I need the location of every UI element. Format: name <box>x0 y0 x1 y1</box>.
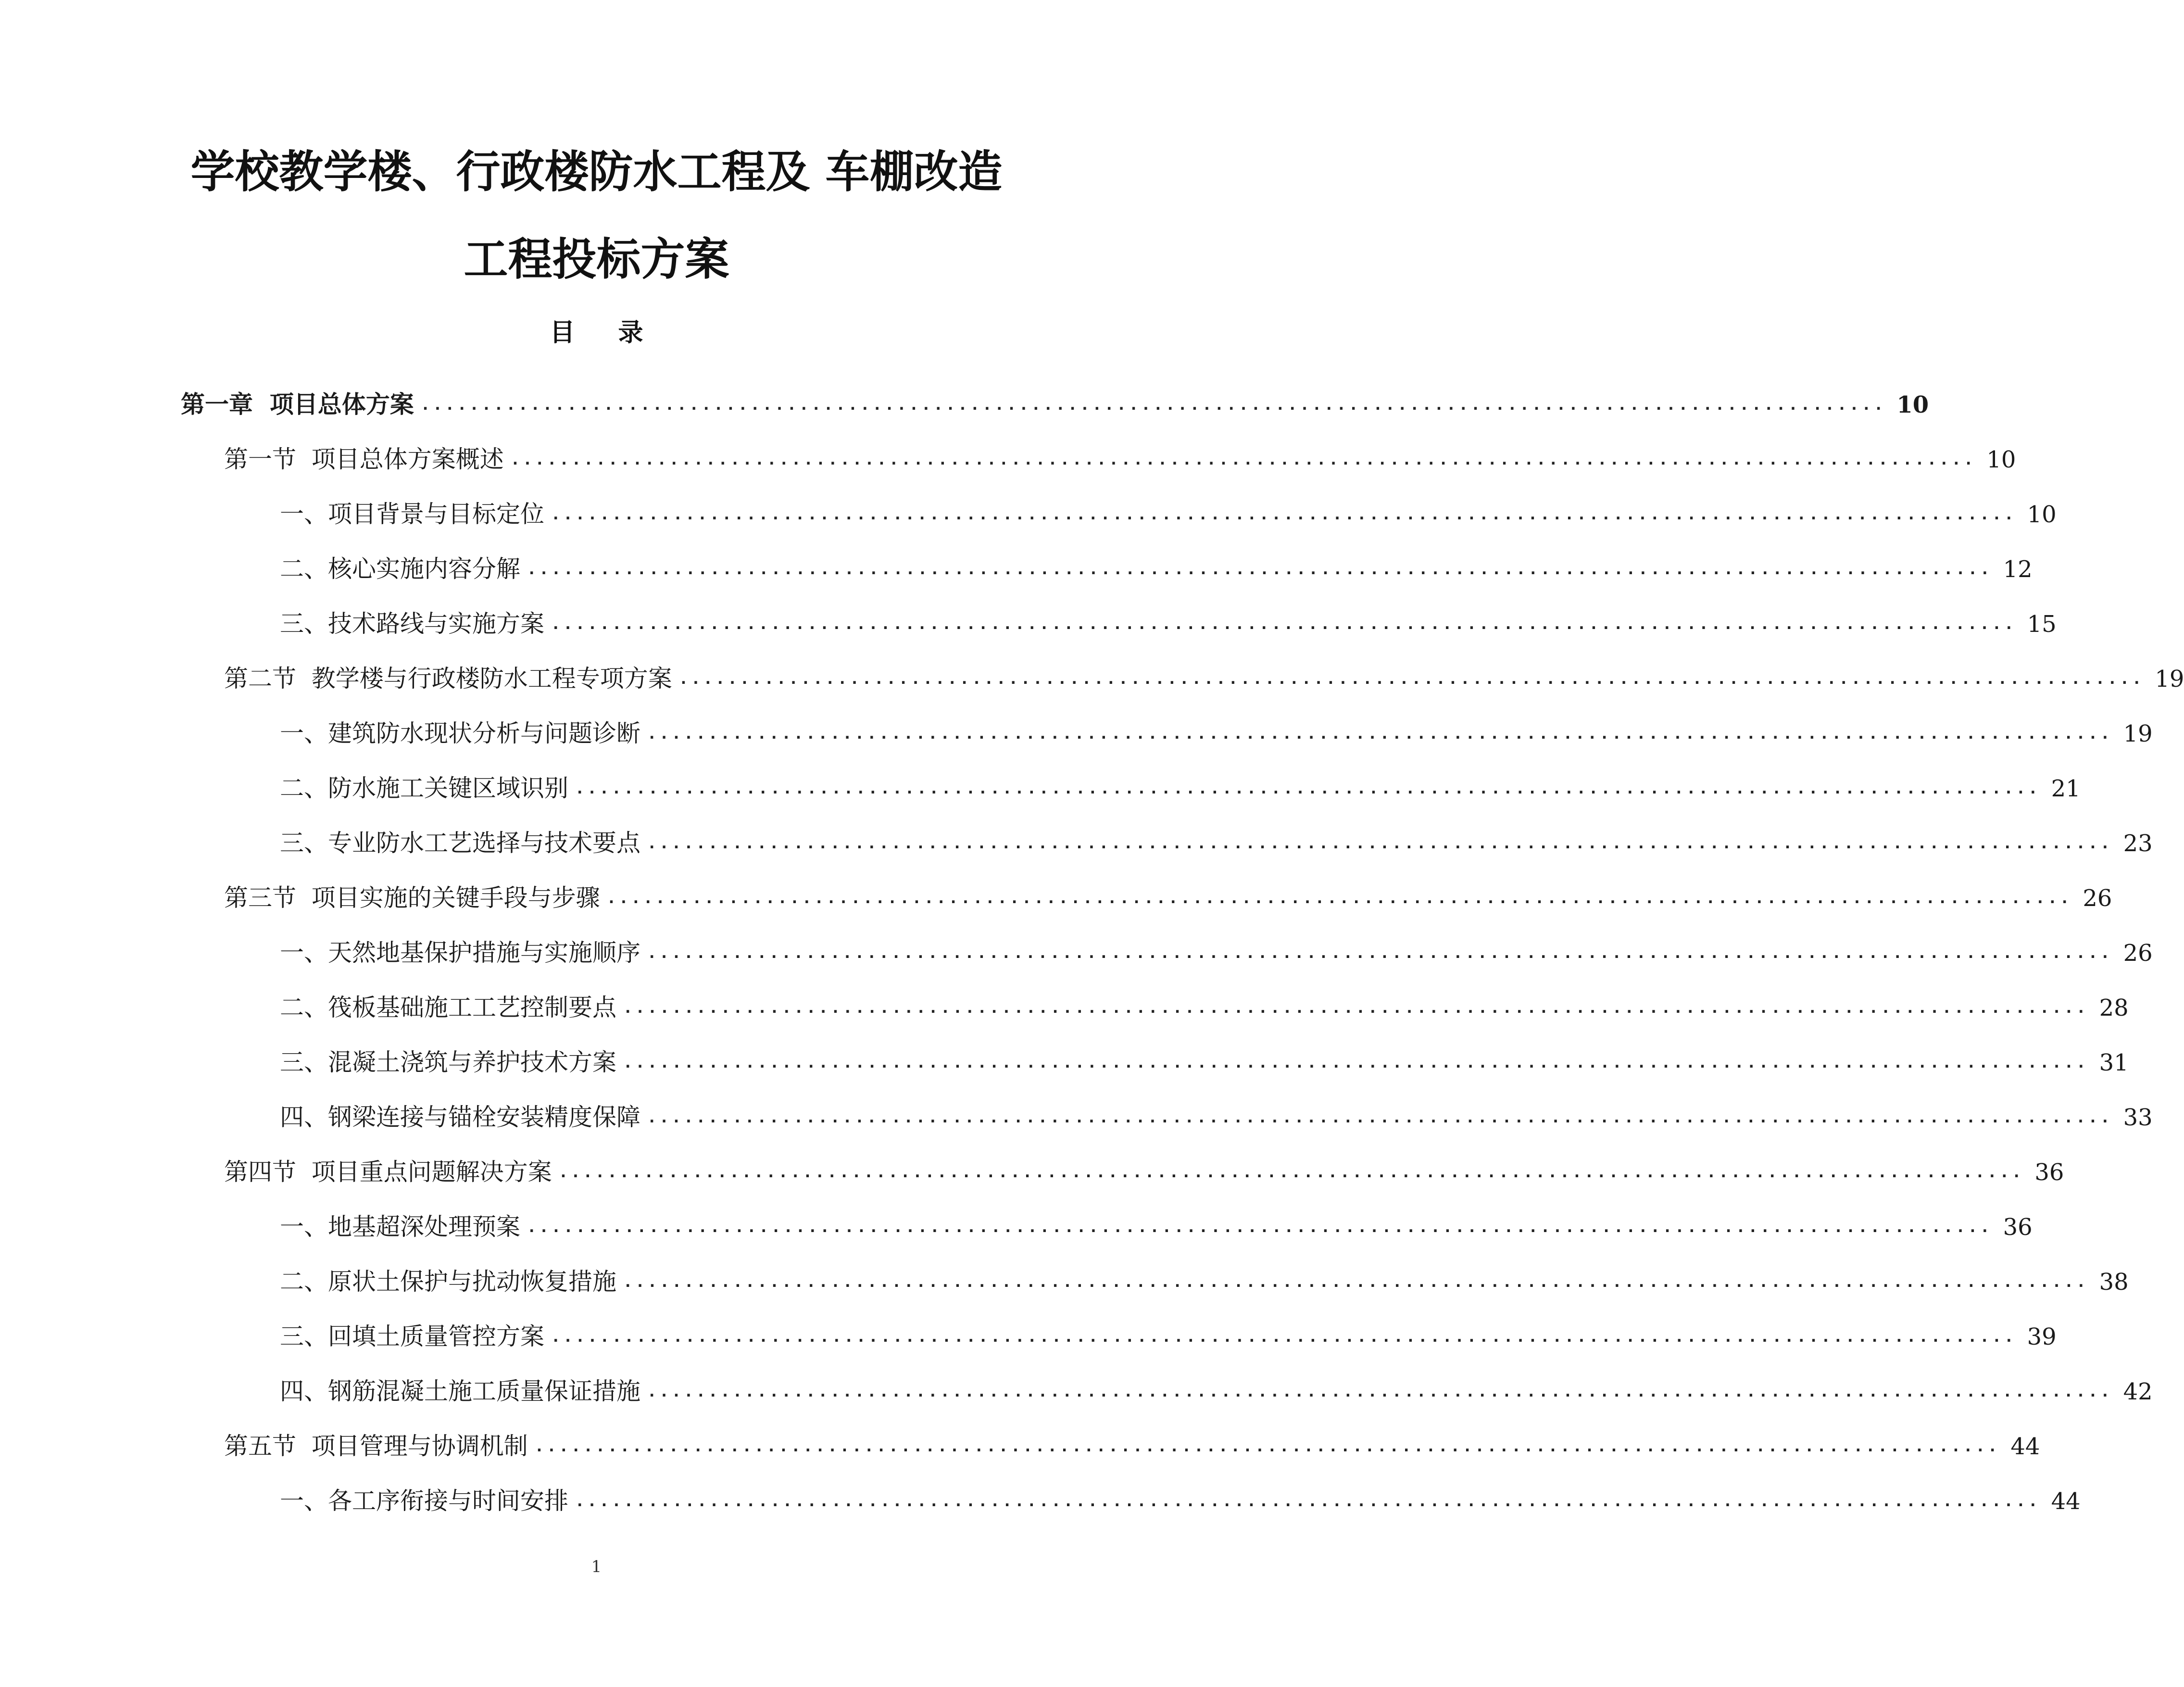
toc-entry-label: 一、项目背景与目标定位 <box>280 500 544 528</box>
toc-entry[interactable] <box>0 1247 2129 1302</box>
toc-entry-page: 23 <box>2123 830 2153 857</box>
toc-entry[interactable] <box>0 480 2057 535</box>
toc-dot-leader: ........................................................................................................................ <box>625 1274 2091 1291</box>
toc-dot-leader: ........................................................................................................................ <box>680 671 2146 688</box>
toc-entry-label: 二、筏板基础施工工艺控制要点 <box>280 994 616 1021</box>
document-title-line-2: 工程投标方案 <box>464 234 729 285</box>
page-number: 1 <box>591 1557 602 1576</box>
toc-entry-page: 19 <box>2123 720 2153 747</box>
table-of-contents <box>0 370 2184 1522</box>
toc-dot-leader: ........................................................................................................................ <box>608 890 2074 907</box>
toc-entry[interactable] <box>0 973 2129 1028</box>
toc-entry-page: 38 <box>2099 1269 2129 1296</box>
toc-dot-leader: ........................................................................................................................ <box>529 561 1995 578</box>
toc-entry-page: 31 <box>2099 1049 2129 1076</box>
toc-entry[interactable] <box>0 1302 2057 1357</box>
toc-entry-page: 26 <box>2123 940 2153 967</box>
toc-dot-leader: ........................................................................................................................ <box>577 781 2043 797</box>
toc-entry-page: 44 <box>2010 1433 2040 1460</box>
toc-dot-leader: ........................................................................................................................ <box>553 506 2019 523</box>
toc-entry[interactable] <box>0 1083 2153 1138</box>
toc-dot-leader: ........................................................................................................................ <box>422 397 1888 414</box>
toc-dot-leader: ........................................................................................................................ <box>649 1109 2115 1126</box>
toc-entry-page: 10 <box>1896 391 1929 418</box>
toc-entry-label: 四、钢梁连接与锚栓安装精度保障 <box>280 1103 640 1131</box>
toc-entry[interactable] <box>0 1028 2129 1083</box>
toc-entry-label: 一、天然地基保护措施与实施顺序 <box>280 939 640 967</box>
toc-entry-label: 第一节 项目总体方案概述 <box>224 445 504 473</box>
toc-entry[interactable] <box>0 699 2153 754</box>
toc-dot-leader: ........................................................................................................................ <box>529 1219 1995 1236</box>
toc-entry-page: 36 <box>2034 1159 2064 1186</box>
toc-entry-page: 26 <box>2083 885 2112 912</box>
toc-entry[interactable] <box>0 754 2081 809</box>
document-title-line-1: 学校教学楼、行政楼防水工程及 车棚改造 <box>190 146 1003 198</box>
toc-entry[interactable] <box>0 1138 2064 1193</box>
toc-entry-page: 15 <box>2027 611 2057 638</box>
toc-dot-leader: ........................................................................................................................ <box>560 1164 2026 1181</box>
toc-dot-leader: ........................................................................................................................ <box>649 835 2115 852</box>
toc-entry[interactable] <box>0 370 1929 425</box>
toc-entry-label: 三、专业防水工艺选择与技术要点 <box>280 829 640 857</box>
toc-entry-label: 第二节 教学楼与行政楼防水工程专项方案 <box>224 665 672 692</box>
toc-entry-page: 36 <box>2003 1214 2033 1241</box>
toc-heading: 目 录 <box>550 318 661 347</box>
toc-entry[interactable] <box>0 1467 2081 1522</box>
toc-entry-label: 二、防水施工关键区域识别 <box>280 774 568 802</box>
toc-entry-label: 一、各工序衔接与时间安排 <box>280 1487 568 1515</box>
toc-entry-label: 一、建筑防水现状分析与问题诊断 <box>280 719 640 747</box>
toc-entry-label: 第三节 项目实施的关键手段与步骤 <box>224 884 600 912</box>
toc-dot-leader: ........................................................................................................................ <box>625 1055 2091 1071</box>
toc-entry[interactable] <box>0 1357 2153 1412</box>
toc-entry-page: 33 <box>2123 1104 2153 1131</box>
toc-entry-page: 28 <box>2099 995 2129 1021</box>
toc-entry-page: 10 <box>2027 501 2057 528</box>
toc-entry-label: 第五节 项目管理与协调机制 <box>224 1432 528 1460</box>
toc-entry-label: 三、技术路线与实施方案 <box>280 610 544 638</box>
toc-entry[interactable] <box>0 535 2033 590</box>
toc-dot-leader: ........................................................................................................................ <box>536 1438 2002 1455</box>
toc-entry-page: 44 <box>2051 1488 2081 1515</box>
toc-entry[interactable] <box>0 644 2184 699</box>
toc-dot-leader: ........................................................................................................................ <box>625 1000 2091 1017</box>
toc-entry[interactable] <box>0 1412 2040 1467</box>
toc-entry-page: 19 <box>2155 666 2184 692</box>
toc-dot-leader: ........................................................................................................................ <box>649 945 2115 962</box>
toc-dot-leader: ........................................................................................................................ <box>512 452 1978 468</box>
toc-entry-label: 第四节 项目重点问题解决方案 <box>224 1158 552 1186</box>
toc-entry-label: 二、核心实施内容分解 <box>280 555 520 583</box>
toc-entry-label: 二、原状土保护与扰动恢复措施 <box>280 1268 616 1296</box>
toc-entry[interactable] <box>0 919 2153 973</box>
toc-dot-leader: ........................................................................................................................ <box>649 1384 2115 1400</box>
toc-entry[interactable] <box>0 864 2112 919</box>
toc-entry-page: 42 <box>2123 1378 2153 1405</box>
toc-entry[interactable] <box>0 425 2016 480</box>
toc-entry-page: 21 <box>2051 775 2081 802</box>
toc-entry-page: 12 <box>2003 556 2033 583</box>
toc-entry-label: 四、钢筋混凝土施工质量保证措施 <box>280 1377 640 1405</box>
toc-entry-label: 一、地基超深处理预案 <box>280 1213 520 1241</box>
toc-entry[interactable] <box>0 590 2057 644</box>
toc-entry-page: 39 <box>2027 1323 2057 1350</box>
toc-dot-leader: ........................................................................................................................ <box>553 616 2019 633</box>
toc-entry-label: 三、混凝土浇筑与养护技术方案 <box>280 1048 616 1076</box>
toc-dot-leader: ........................................................................................................................ <box>649 726 2115 743</box>
toc-entry-label: 三、回填土质量管控方案 <box>280 1322 544 1350</box>
toc-dot-leader: ........................................................................................................................ <box>553 1329 2019 1346</box>
toc-entry-page: 10 <box>1986 446 2016 473</box>
toc-entry-label: 第一章 项目总体方案 <box>181 390 414 418</box>
toc-dot-leader: ........................................................................................................................ <box>577 1493 2043 1510</box>
toc-entry[interactable] <box>0 809 2153 864</box>
toc-entry[interactable] <box>0 1193 2033 1247</box>
